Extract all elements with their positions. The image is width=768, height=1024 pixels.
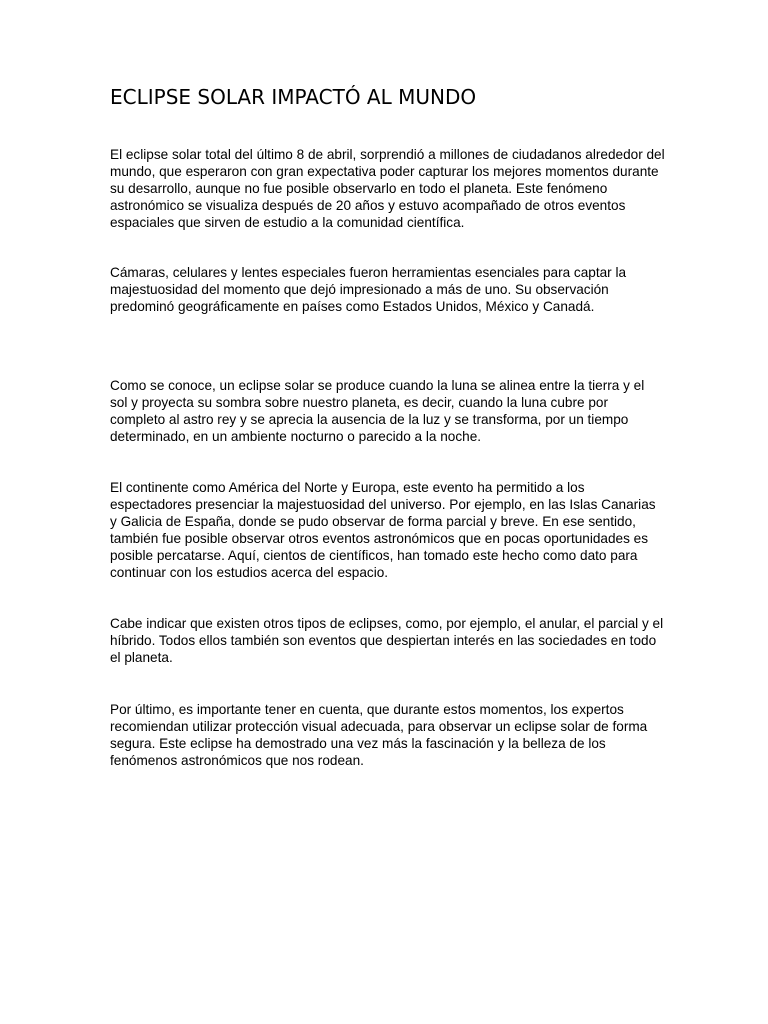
- document-title: ECLIPSE SOLAR IMPACTÓ AL MUNDO: [110, 85, 477, 109]
- paragraph-how-eclipse-happens: Como se conoce, un eclipse solar se produce cuando la luna se alinea entre la tierra y el sol y proyecta su sombra sobre nuestro planeta, es decir, cuando la luna cubre por completo al astro rey y se aprecia la ausencia de la luz y se transforma, por un tiempo determinado, en un ambiente nocturno o parecido a la noche.: [110, 378, 645, 444]
- paragraph-safety: Por último, es importante tener en cuenta, que durante estos momentos, los expertos recomiendan utilizar protección visual adecuada, para observar un eclipse solar de forma segura. Este eclipse ha demostrado una vez más la fascinación y la belleza de los fenómenos astronómicos que nos rodean.: [110, 702, 648, 768]
- paragraph-eclipse-overview: El eclipse solar total del último 8 de abril, sorprendió a millones de ciudadanos alrededor del mundo, que esperaron con gran expectativa poder capturar los mejores momentos durante su desarrollo, aunque no fue posible observarlo en todo el planeta. Este fenómeno astronómico se visualiza después de 20 años y estuvo acompañado de otros eventos espaciales que sirven de estudio a la comunidad científica.: [110, 147, 665, 230]
- paragraph-cameras: Cámaras, celulares y lentes especiales fueron herramientas esenciales para captar la majestuosidad del momento que dejó impresionado a más de uno. Su observación predominó geográficamente en países como Estados Unidos, México y Canadá.: [110, 265, 627, 314]
- paragraph-eclipse-types: Cabe indicar que existen otros tipos de eclipses, como, por ejemplo, el anular, el parcial y el híbrido. Todos ellos también son eventos que despiertan interés en las sociedades en todo el planeta.: [110, 616, 664, 665]
- paragraph-continents: El continente como América del Norte y Europa, este evento ha permitido a los espectadores presenciar la majestuosidad del universo. Por ejemplo, en las Islas Canarias y Galicia de España, donde se pudo observar de forma parcial y breve. En ese sentido, también fue posible observar otros eventos astronómicos que en pocas oportunidades es posible percatarse. Aquí, cientos de científicos, han tomado este hecho como dato para continuar con los estudios acerca del espacio.: [110, 480, 656, 580]
